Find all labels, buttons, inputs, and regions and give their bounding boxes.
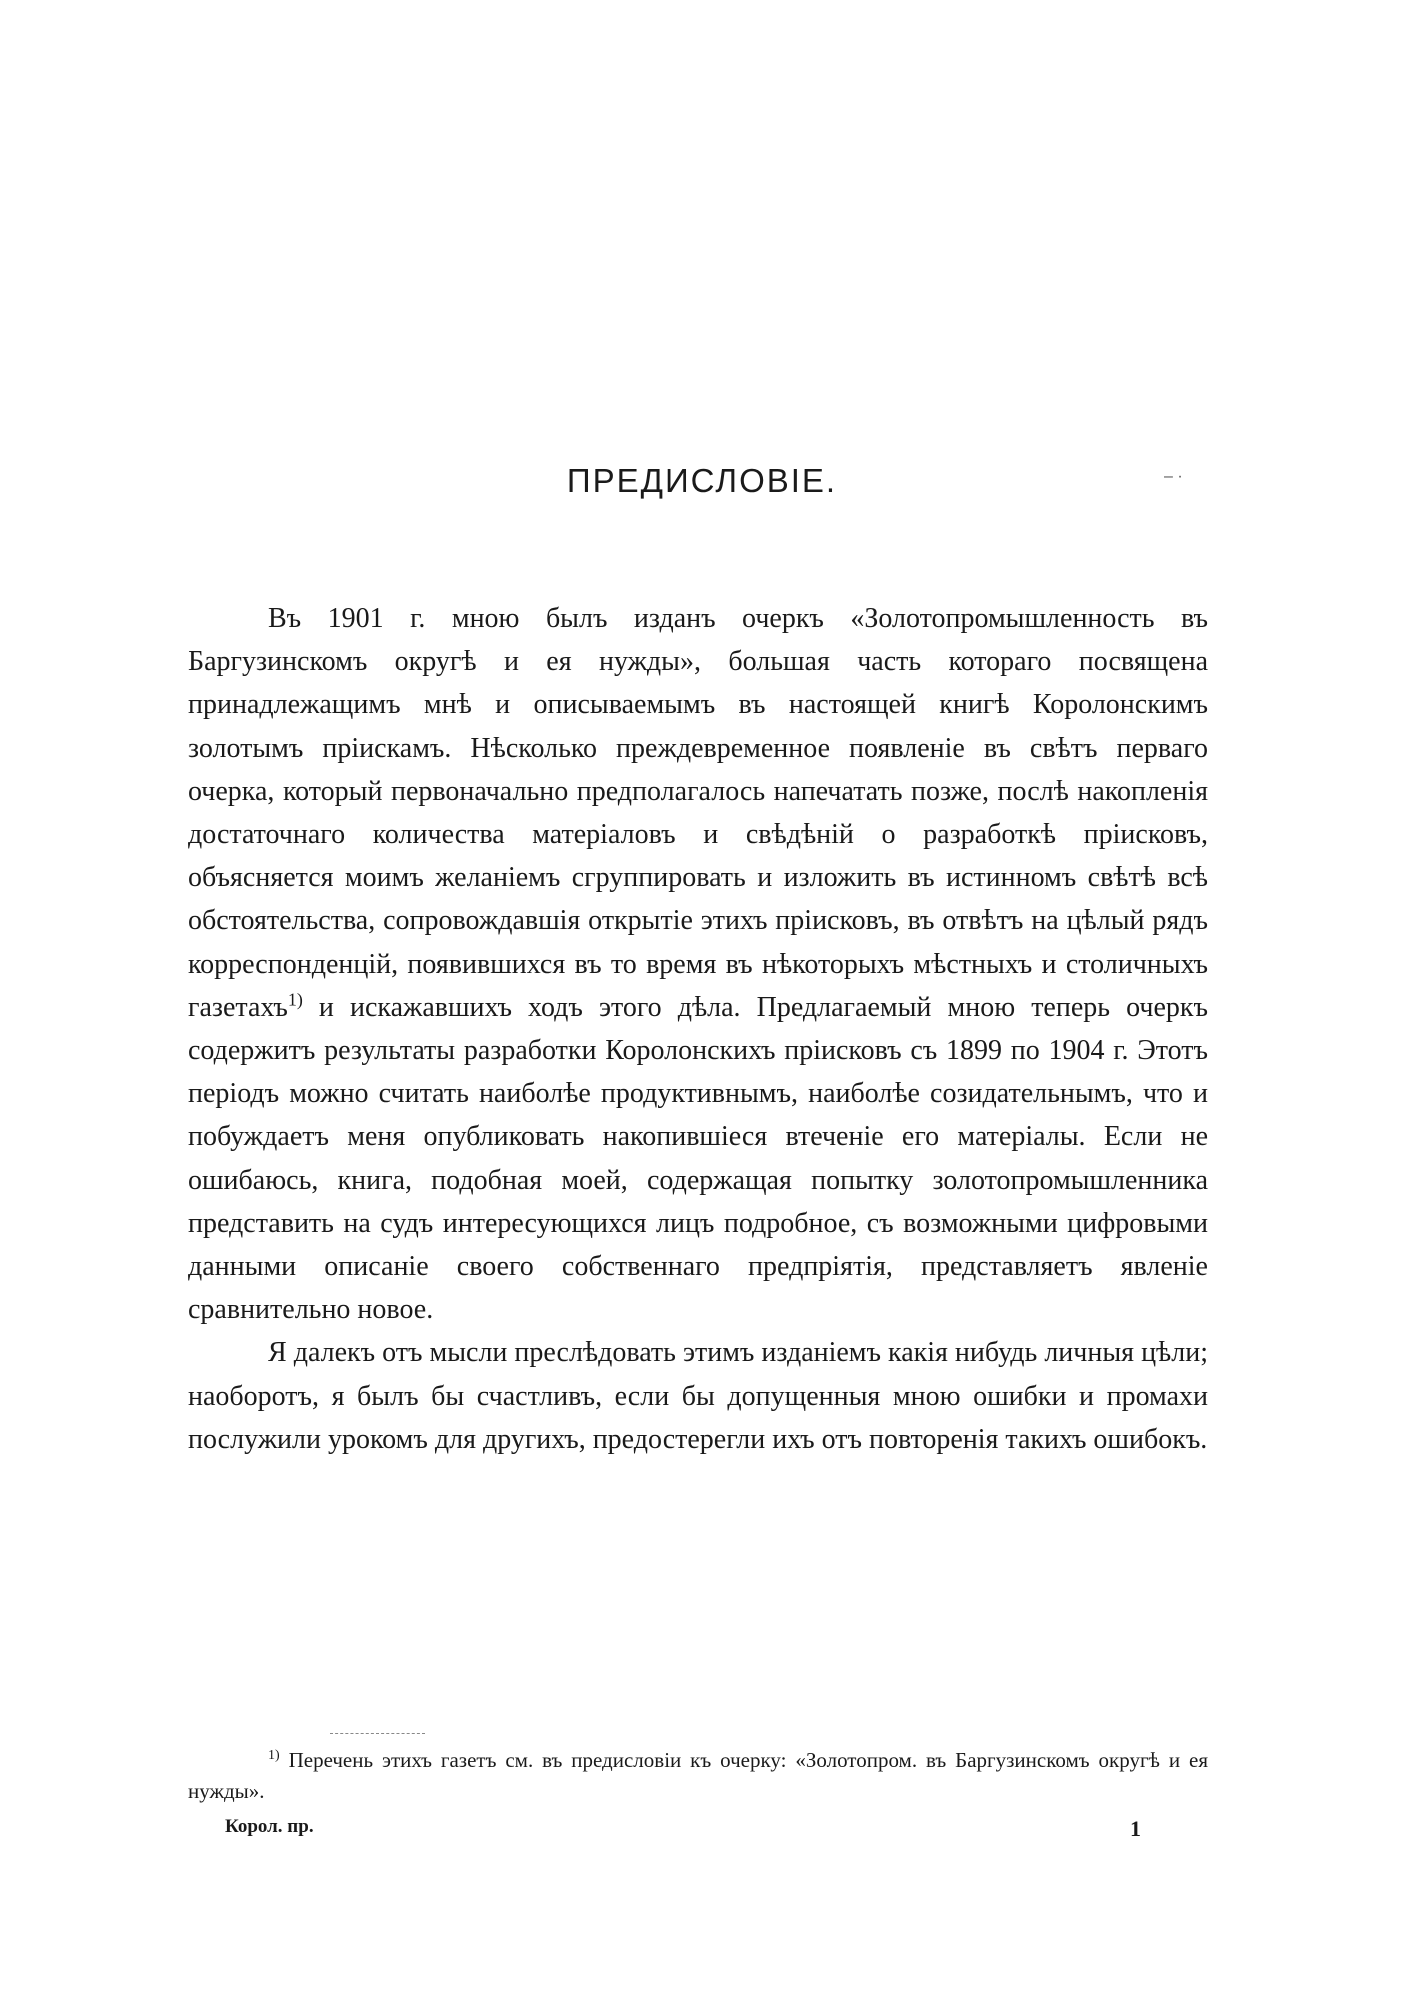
- printer-signature: Корол. пр.: [225, 1816, 314, 1837]
- footnote-divider: [330, 1733, 425, 1734]
- paragraph-1-part-2: и искажавшихъ ходъ этого дѣла. Предлагаемый мною теперь очеркъ содержитъ результаты разработки Королонскихъ пріисковъ съ 1899 по 1904 г. Этотъ періодъ можно считать наиболѣе продуктивнымъ, наиболѣе созидательнымъ, что и побуждаетъ меня опубликовать накопившіеся втеченіе его матеріалы. Если не ошибаюсь, книга, подобная моей, содержащая попытку золотопромышленника представить на судъ интересующихся лицъ подробное, съ возможными цифровыми данными описаніе своего собственнаго предпріятія, представляетъ явленіе сравнительно новое.: [188, 991, 1208, 1326]
- footnote-mark: 1): [268, 1748, 280, 1763]
- page-title: ПРЕДИСЛОВІЕ.: [566, 462, 838, 499]
- paragraph-2: Я далекъ отъ мысли преслѣдовать этимъ изданіемъ какія нибудь личныя цѣли; наоборотъ, я былъ бы счастливъ, если бы допущенныя мною ошибки и промахи послужили урокомъ для другихъ, предостерегли ихъ отъ повторенія такихъ ошибокъ.: [188, 1337, 1208, 1455]
- footnote-text: Перечень этихъ газетъ см. въ предисловіи къ очерку: «Золотопром. въ Баргузинскомъ округѣ и ея нужды».: [188, 1748, 1208, 1803]
- footnote-reference[interactable]: 1): [287, 989, 303, 1010]
- page-number: 1: [1130, 1816, 1141, 1841]
- title-ornament: ‒ ·: [1164, 468, 1183, 485]
- preface-body: [188, 597, 1208, 1461]
- footnote: [188, 1745, 1208, 1807]
- paragraph-1-part-1: Въ 1901 г. мною былъ изданъ очеркъ «Золотопромышленность въ Баргузинскомъ округѣ и ея нужды», большая часть котораго посвящена принадлежащимъ мнѣ и описываемымъ въ настоящей книгѣ Королонскимъ золотымъ пріискамъ. Нѣсколько преждевременное появленіе въ свѣтъ перваго очерка, который первоначально предполагалось напечатать позже, послѣ накопленія достаточнаго количества матеріаловъ и свѣдѣній о разработкѣ пріисковъ, объясняется моимъ желаніемъ сгруппировать и изложить въ истинномъ свѣтѣ всѣ обстоятельства, сопровождавшія открытіе этихъ пріисковъ, въ отвѣтъ на цѣлый рядъ корреспонденцій, появившихся въ то время въ нѣкоторыхъ мѣстныхъ и столичныхъ газетахъ: [188, 603, 1208, 1023]
- paragraph-1: [188, 597, 1208, 1331]
